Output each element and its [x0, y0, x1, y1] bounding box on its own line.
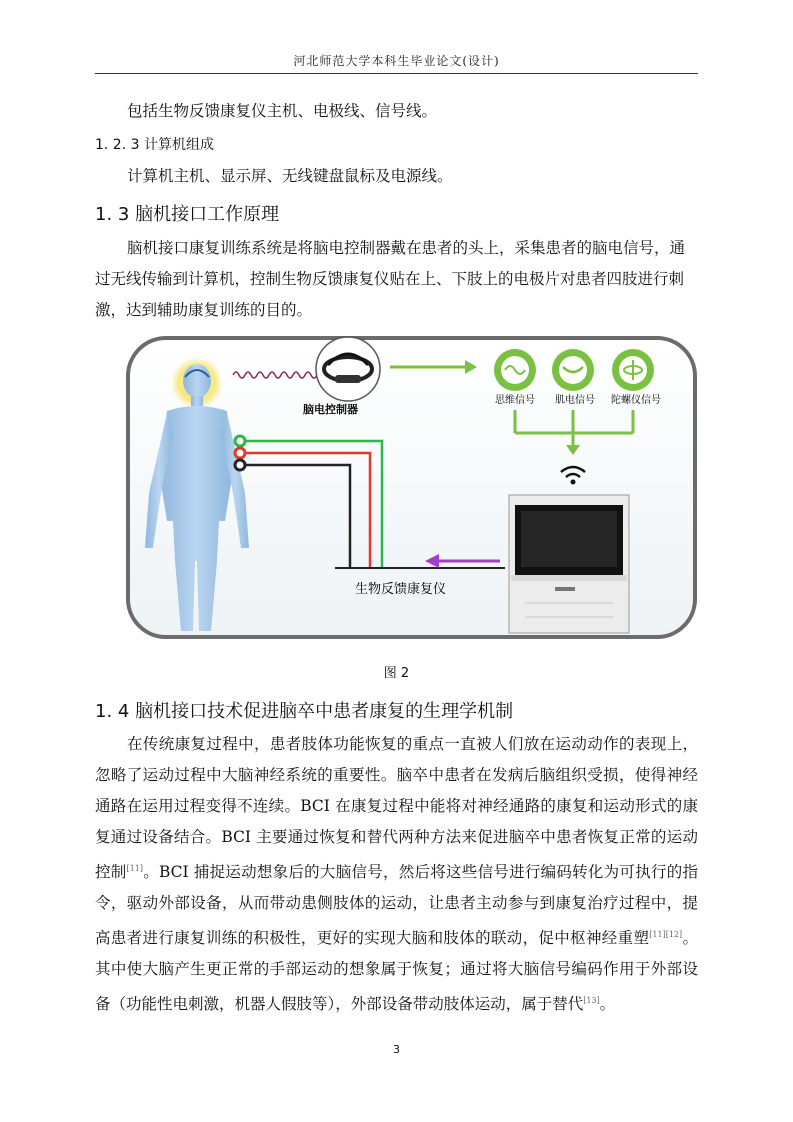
section-heading-1-2-3: 1. 2. 3 计算机组成 — [95, 137, 214, 153]
black-electrode — [235, 460, 245, 470]
red-electrode — [235, 448, 245, 458]
figure-caption: 图 2 — [383, 666, 410, 681]
signal-label-emg: 肌电信号 — [555, 395, 595, 406]
section-1-3-line-2: 过无线传输到计算机，控制生物反馈康复仪贴在上、下肢上的电极片对患者四肢进行刺 — [95, 270, 685, 288]
computer-cabinet — [509, 495, 629, 633]
green-electrode — [235, 436, 245, 446]
section-heading-1-4: 1. 4 脑机接口技术促进脑卒中患者康复的生理学机制 — [95, 701, 514, 722]
section-1-3-line-1: 脑机接口康复训练系统是将脑电控制器戴在患者的头上，采集患者的脑电信号，通 — [127, 239, 686, 257]
bci-system-figure — [125, 335, 698, 640]
section-heading-1-3: 1. 3 脑机接口工作原理 — [95, 204, 280, 225]
device-label: 生物反馈康复仪 — [355, 582, 447, 597]
citation-11-12: [11][12] — [649, 930, 683, 940]
thought-signal-icon — [494, 349, 536, 391]
wifi-dot — [571, 480, 576, 485]
section-1-3-line-3: 激，达到辅助康复训练的目的。 — [95, 301, 313, 319]
page-number: 3 — [393, 1043, 400, 1056]
citation-11: [11] — [126, 864, 143, 873]
signal-label-gyro: 陀螺仪信号 — [611, 395, 661, 406]
paragraph-text-part-4: 。 — [599, 995, 616, 1014]
paragraph-text-part-2: 。BCI 捕捉运动想象后的大脑信号，然后将这些信号进行编码转化为可执行的指令，驱动外部设备，从而带动患侧肢体的运动，让患者主动参与到康复治疗过程中，提高患者进行康复训练的积极性，更好的实现大脑和肢体的联动，促中枢神经重塑 — [95, 863, 698, 948]
paragraph-text-part-3: 。其中使大脑产生更正常的手部运动的想象属于恢复；通过将大脑信号编码作用于外部设备（功能性电刺激，机器人假肢等），外部设备带动肢体运动，属于替代 — [95, 929, 698, 1014]
emg-signal-icon — [552, 349, 594, 391]
gyroscope-signal-icon — [612, 349, 654, 391]
page-header: 河北师范大学本科生毕业论文(设计) — [293, 54, 500, 68]
controller-label: 脑电控制器 — [303, 403, 358, 416]
header-rule — [95, 73, 698, 74]
section-1-2-3-text: 计算机主机、显示屏、无线键盘鼠标及电源线。 — [127, 167, 453, 185]
intro-line: 包括生物反馈康复仪主机、电极线、信号线。 — [127, 102, 438, 120]
signal-label-thought: 思维信号 — [495, 395, 535, 406]
section-1-4-paragraph — [95, 729, 698, 1020]
paragraph-text-part-1: 在传统康复过程中，患者肢体功能恢复的重点一直被人们放在运动动作的表现上，忽略了运动过程中大脑神经系统的重要性。脑卒中患者在发病后脑组织受损，使得神经通路在运用过程变得不连续。BCI 在康复过程中能将对神经通路的康复和运动形式的康复通过设备结合。BCI 主要通过恢复和替代两种方法来促进脑卒中患者恢复正常的运动控制 — [95, 735, 698, 882]
eeg-controller-device — [316, 337, 380, 401]
citation-13: [13] — [583, 996, 600, 1006]
